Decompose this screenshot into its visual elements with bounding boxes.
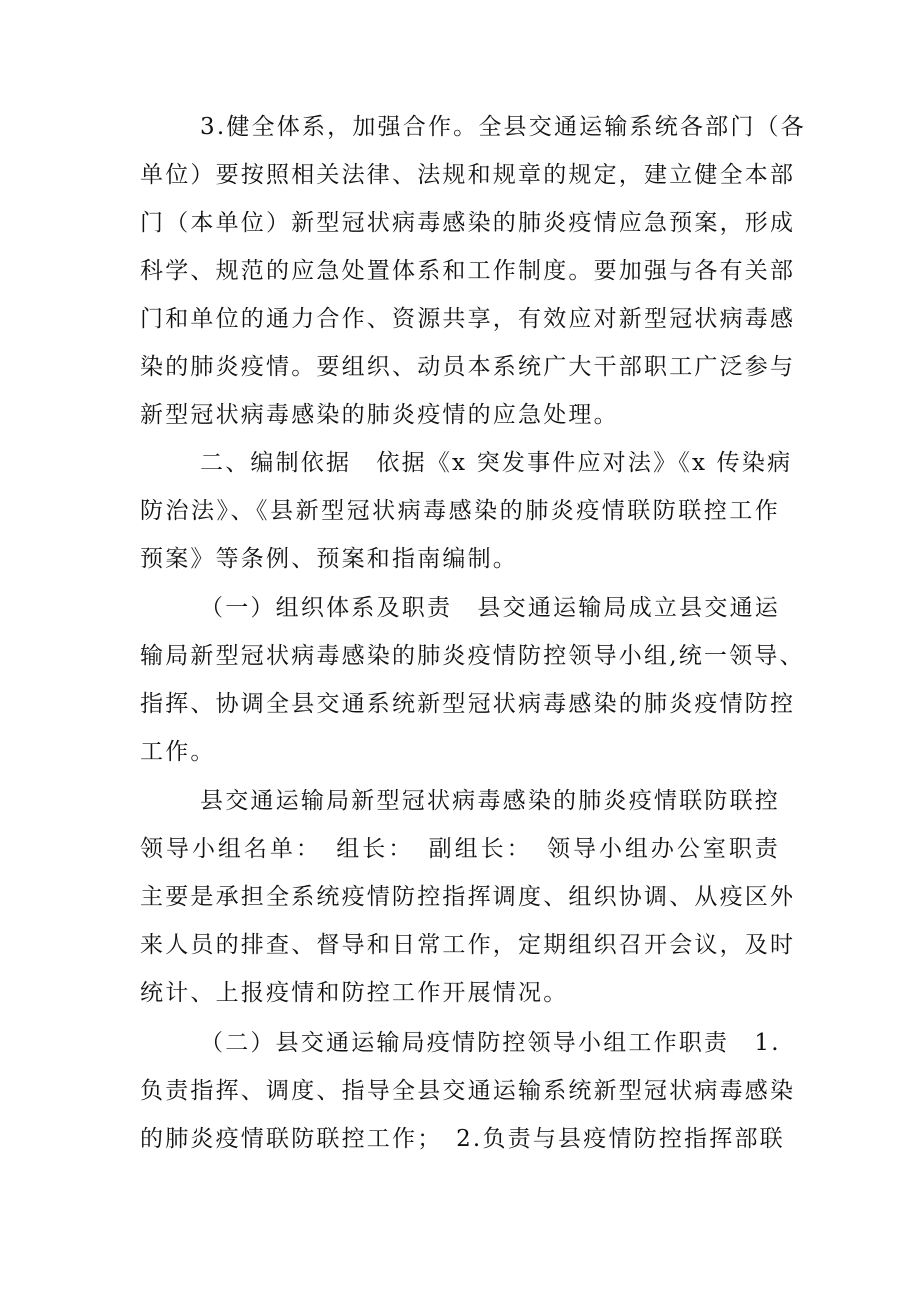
paragraph-line: 新型冠状病毒感染的肺炎疫情的应急处理。 xyxy=(140,402,619,428)
paragraph-line: 二、编制依据 依据《x 突发事件应对法》《x 传染病 xyxy=(200,450,793,476)
paragraph-line: 工作。 xyxy=(140,739,216,765)
paragraph-line: 防治法》、《县新型冠状病毒感染的肺炎疫情联防联控工作 xyxy=(140,498,780,524)
paragraph-line: 门和单位的通力合作、资源共享，有效应对新型冠状病毒感 xyxy=(140,306,796,332)
paragraph-line: 输局新型冠状病毒感染的肺炎疫情防控领导小组,统一领导、 xyxy=(140,643,805,669)
paragraph-line: 染的肺炎疫情。要组织、动员本系统广大干部职工广泛参与 xyxy=(140,354,796,380)
paragraph-line: （二）县交通运输局疫情防控领导小组工作职责 1. xyxy=(200,1030,781,1056)
paragraph-line: 预案》等条例、预案和指南编制。 xyxy=(140,546,518,572)
paragraph-line: 县交通运输局新型冠状病毒感染的肺炎疫情联防联控 xyxy=(200,788,780,814)
paragraph-line: 科学、规范的应急处置体系和工作制度。要加强与各有关部 xyxy=(140,258,796,284)
paragraph-line: 负责指挥、调度、指导全县交通运输系统新型冠状病毒感染 xyxy=(140,1078,796,1104)
paragraph-line: 单位）要按照相关法律、法规和规章的规定，建立健全本部 xyxy=(140,162,796,188)
paragraph-line: 3.健全体系，加强合作。全县交通运输系统各部门（各 xyxy=(200,114,806,140)
paragraph-line: （一）组织体系及职责 县交通运输局成立县交通运 xyxy=(200,595,780,621)
paragraph-line: 领导小组名单： 组长： 副组长： 领导小组办公室职责 xyxy=(140,836,780,862)
paragraph-line: 门（本单位）新型冠状病毒感染的肺炎疫情应急预案，形成 xyxy=(140,210,796,236)
paragraph-line: 的肺炎疫情联防联控工作； 2.负责与县疫情防控指挥部联 xyxy=(140,1126,785,1152)
paragraph-line: 指挥、协调全县交通系统新型冠状病毒感染的肺炎疫情防控 xyxy=(140,691,796,717)
paragraph-line: 主要是承担全系统疫情防控指挥调度、组织协调、从疫区外 xyxy=(140,884,796,910)
paragraph-line: 统计、上报疫情和防控工作开展情况。 xyxy=(140,980,569,1006)
paragraph-line: 来人员的排查、督导和日常工作，定期组织召开会议，及时 xyxy=(140,932,796,958)
